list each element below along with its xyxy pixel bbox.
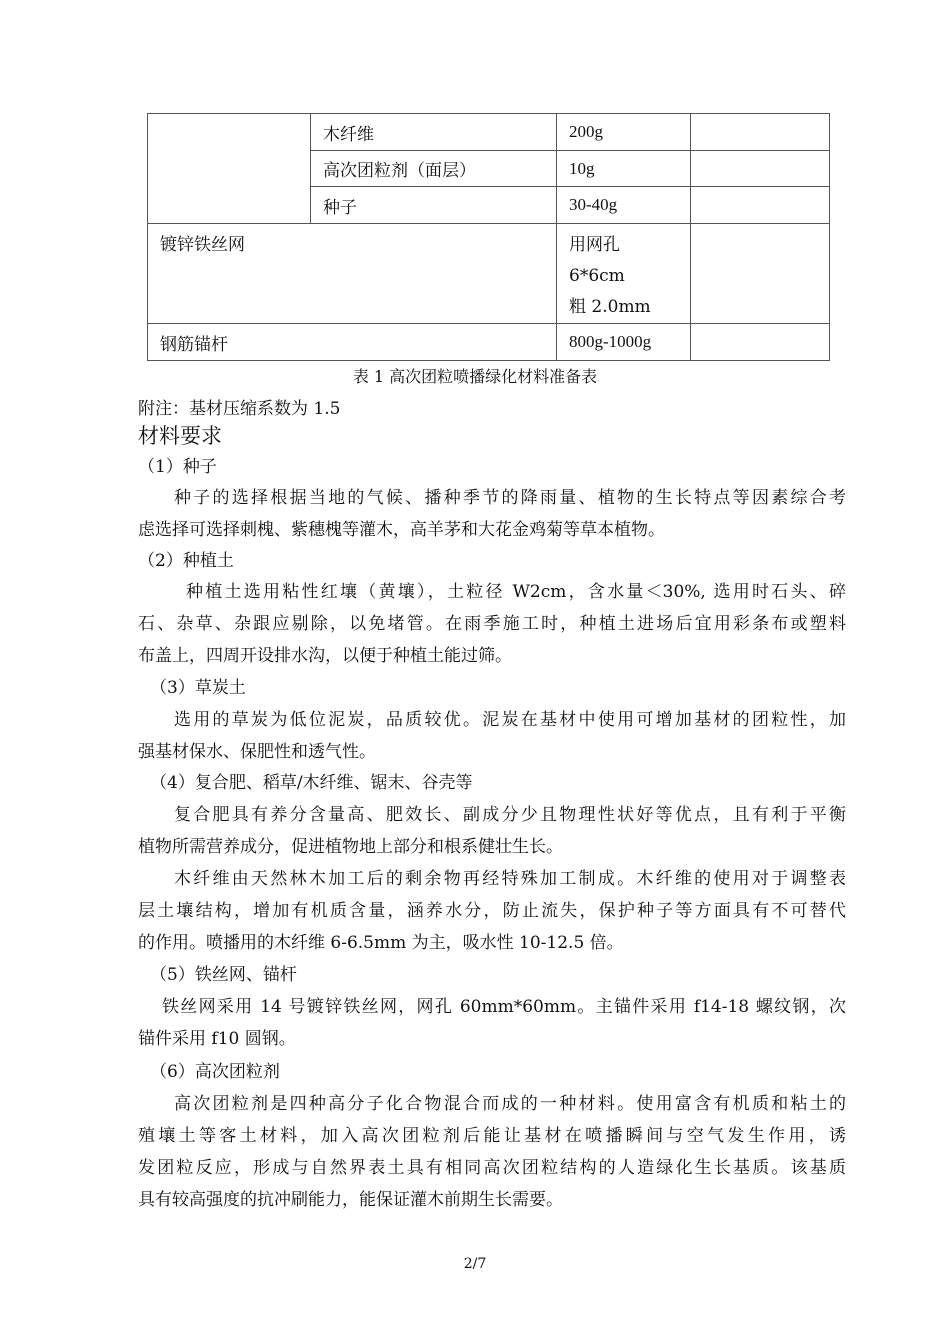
table-cell-amount: 200g <box>557 114 691 151</box>
paragraph-line: 具有较高强度的抗冲刷能力，能保证灌木前期生长需要。 <box>138 1190 563 1210</box>
table-cell-merged <box>148 114 311 224</box>
table-cell-item: 钢筋锚杆 <box>148 324 557 361</box>
subsection-title-seeds: （1）种子 <box>138 457 217 477</box>
subsection-title-fertilizer: （4）复合肥、稻草/木纤维、锯末、谷壳等 <box>150 773 473 793</box>
paragraph-line: 布盖上，四周开设排水沟，以便于种植土能过筛。 <box>138 646 512 666</box>
paragraph-line: 选用的草炭为低位泥炭，品质较优。泥炭在基材中使用可增加基材的团粒性，加 <box>174 710 846 730</box>
wire-gauge-text: 粗 2.0mm <box>569 297 651 317</box>
materials-table <box>147 113 830 361</box>
table-row <box>148 224 830 324</box>
paragraph-line: 种子的选择根据当地的气候、播种季节的降雨量、植物的生长特点等因素综合考 <box>174 488 846 508</box>
paragraph-line: 的作用。喷播用的木纤维 6-6.5mm 为主，吸水性 10-12.5 倍。 <box>138 933 624 953</box>
subsection-title-soil: （2）种植土 <box>138 551 234 571</box>
subsection-title-wire-mesh: （5）铁丝网、锚杆 <box>150 965 297 985</box>
section-heading: 材料要求 <box>138 424 222 448</box>
paragraph-line: 发团粒反应，形成与自然界表土具有相同高次团粒结构的人造绿化生长基质。该基质 <box>138 1158 846 1178</box>
paragraph-line: 高次团粒剂是四种高分子化合物混合而成的一种材料。使用富含有机质和粘土的 <box>174 1094 846 1114</box>
paragraph-line: 植物所需营养成分，促进植物地上部分和根系健壮生长。 <box>138 837 563 857</box>
table-cell-note <box>691 114 830 151</box>
table-cell-note <box>691 324 830 361</box>
table-caption: 表 1 高次团粒喷播绿化材料准备表 <box>352 367 598 386</box>
paragraph-line: 木纤维由天然林木加工后的剩余物再经特殊加工制成。木纤维的使用对于调整表 <box>174 869 846 889</box>
paragraph-line: 层土壤结构，增加有机质含量，涵养水分，防止流失，保护种子等方面具有不可替代 <box>138 901 846 921</box>
paragraph-line: 锚件采用 f10 圆钢。 <box>138 1029 296 1049</box>
paragraph-line: 强基材保水、保肥性和透气性。 <box>138 742 376 762</box>
table-cell-item: 镀锌铁丝网 <box>148 224 557 324</box>
table-cell-amount: 800g-1000g <box>557 324 691 361</box>
subsection-title-peat: （3）草炭土 <box>150 678 246 698</box>
table-row <box>148 324 830 361</box>
subsection-title-agent: （6）高次团粒剂 <box>150 1062 280 1082</box>
table-row <box>148 114 830 151</box>
table-cell-note <box>691 224 830 324</box>
table-cell-amount <box>557 224 691 324</box>
table-cell-item: 木纤维 <box>311 114 557 151</box>
mesh-size-text: 用网孔 6*6cm <box>569 235 625 286</box>
paragraph-line: 殖壤土等客土材料，加入高次团粒剂后能让基材在喷播瞬间与空气发生作用，诱 <box>138 1126 846 1146</box>
table-note: 附注：基材压缩系数为 1.5 <box>138 399 341 419</box>
paragraph-line: 种植土选用粘性红壤（黄壤），土粒径 W2cm，含水量＜30%, 选用时石头、碎 <box>186 582 846 602</box>
table-cell-note <box>691 187 830 224</box>
paragraph-line: 虑选择可选择刺槐、紫穗槐等灌木，高羊茅和大花金鸡菊等草本植物。 <box>138 520 665 540</box>
paragraph-line: 复合肥具有养分含量高、肥效长、副成分少且物理性状好等优点，且有利于平衡 <box>174 805 846 825</box>
table-cell-note <box>691 151 830 187</box>
table-cell-item: 种子 <box>311 187 557 224</box>
page-number: 2/7 <box>463 1256 487 1272</box>
table-cell-amount: 30-40g <box>557 187 691 224</box>
paragraph-line: 铁丝网采用 14 号镀锌铁丝网，网孔 60mm*60mm。主锚件采用 f14-18 螺纹钢，次 <box>162 997 846 1017</box>
table-cell-item: 高次团粒剂（面层） <box>311 151 557 187</box>
table-cell-amount: 10g <box>557 151 691 187</box>
paragraph-line: 石、杂草、杂跟应剔除，以免堵管。在雨季施工时，种植土进场后宜用彩条布或塑料 <box>138 614 846 634</box>
